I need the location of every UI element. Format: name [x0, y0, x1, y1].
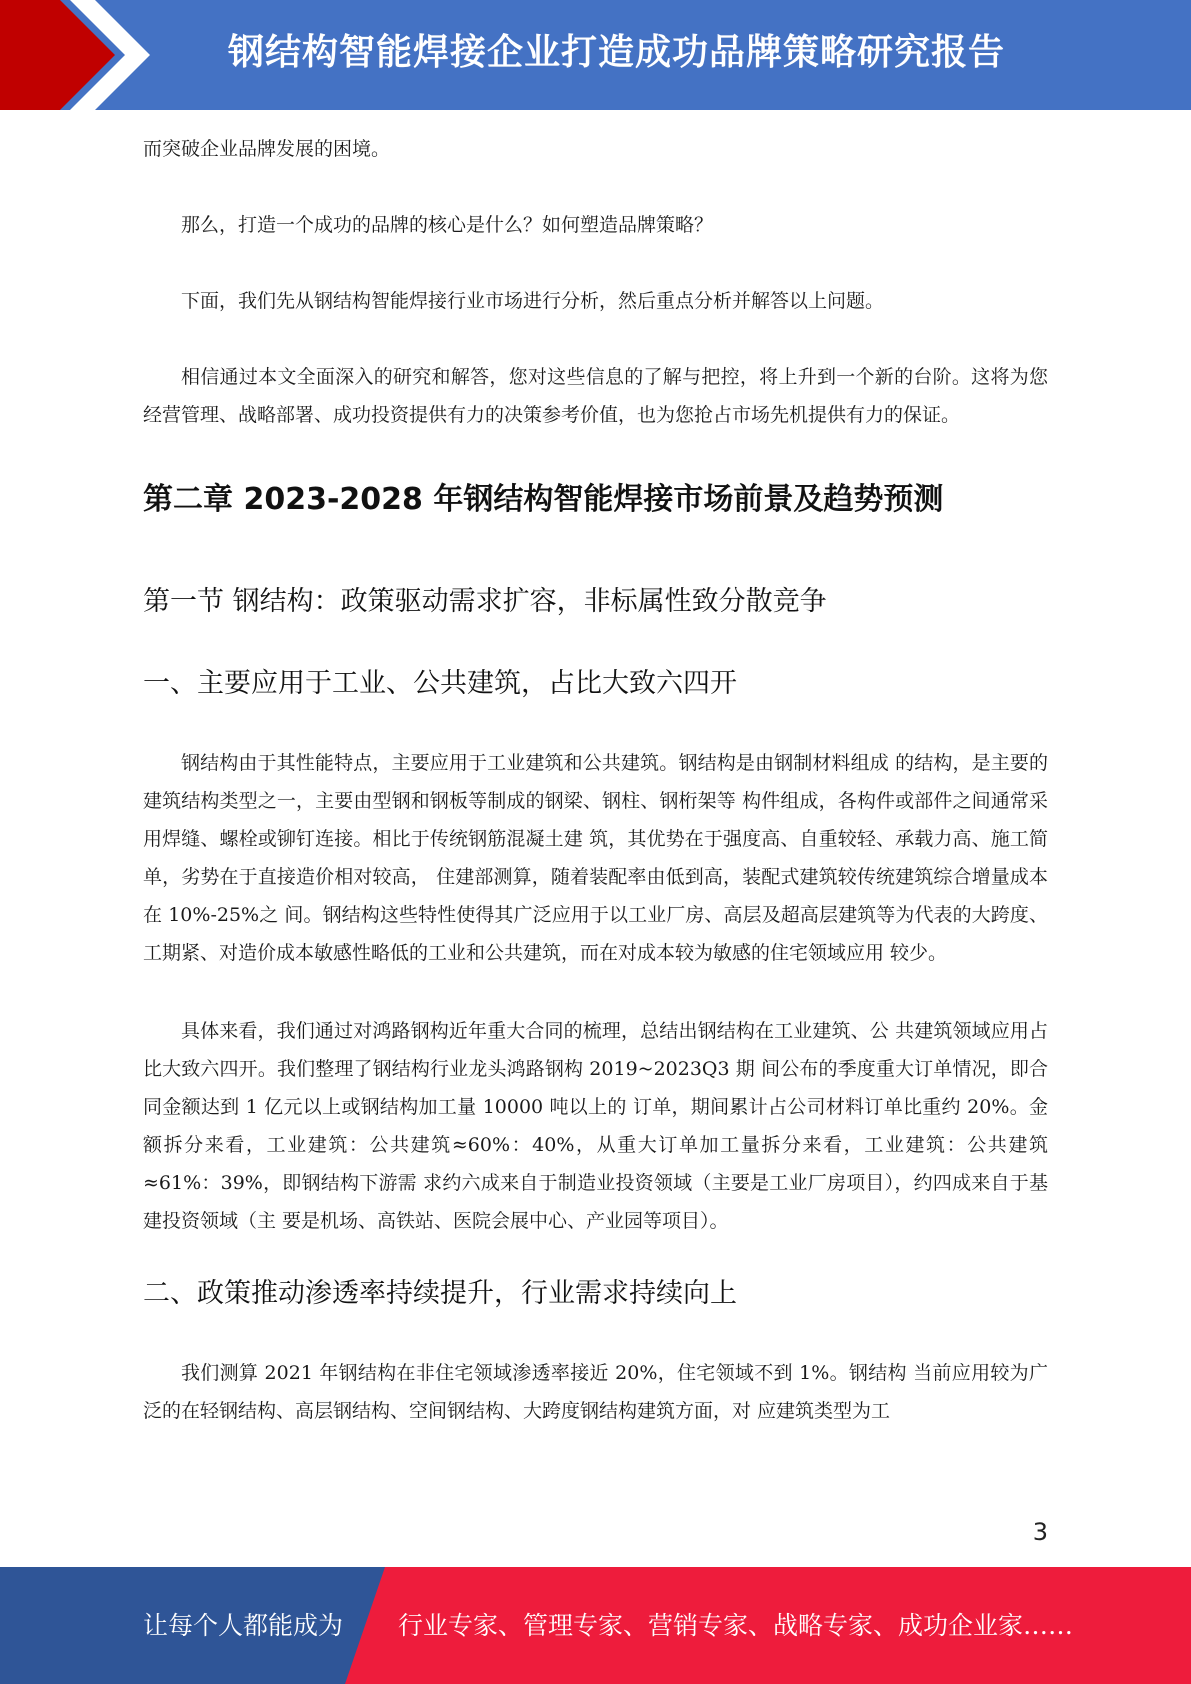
footer-slogan-right: 行业专家、管理专家、营销专家、战略专家、成功企业家……	[398, 1611, 1074, 1640]
paragraph: 而突破企业品牌发展的困境。	[143, 138, 391, 160]
paragraph: 相信通过本文全面深入的研究和解答，您对这些信息的了解与把控，将上升到一个新的台阶。这将为您经营管理、战略部署、成功投资提供有力的决策参考价值，也为您抢占市场先机提供有力的保证。	[143, 366, 1048, 426]
document-body	[143, 130, 1048, 1430]
page-header	[0, 0, 1191, 110]
header-arrow-decoration	[0, 0, 160, 110]
page-number: 3	[1032, 1518, 1048, 1546]
section-title: 第一节 钢结构：政策驱动需求扩容，非标属性致分散竞争	[143, 586, 827, 617]
paragraph: 具体来看，我们通过对鸿路钢构近年重大合同的梳理，总结出钢结构在工业建筑、公 共建筑领域应用占比大致六四开。我们整理了钢结构行业龙头鸿路钢构 2019~2023Q3 期 间公布的季度重大订单情况，即合同金额达到 1 亿元以上或钢结构加工量 10000 吨以上的 订单，期间累计占公司材料订单比重约 20%。金额拆分来看，工业建筑：公共建筑≈60%：40%，从重大订单加工量拆分来看，工业建筑：公共建筑≈61%：39%，即钢结构下游需 求约六成来自于制造业投资领域（主要是工业厂房项目），约四成来自于基建投资领域（主 要是机场、高铁站、医院会展中心、产业园等项目）。	[143, 1020, 1048, 1232]
paragraph: 钢结构由于其性能特点，主要应用于工业建筑和公共建筑。钢结构是由钢制材料组成 的结构，是主要的建筑结构类型之一，主要由型钢和钢板等制成的钢梁、钢柱、钢桁架等 构件组成，各构件或部件之间通常采用焊缝、螺栓或铆钉连接。相比于传统钢筋混凝土建 筑，其优势在于强度高、自重较轻、承载力高、施工简单，劣势在于直接造价相对较高， 住建部测算，随着装配率由低到高，装配式建筑较传统建筑综合增量成本在 10%-25%之 间。钢结构这些特性使得其广泛应用于以工业厂房、高层及超高层建筑等为代表的大跨度、 工期紧、对造价成本敏感性略低的工业和公共建筑，而在对成本较为敏感的住宅领域应用 较少。	[143, 752, 1048, 964]
footer-slogan-left: 让每个人都能成为	[143, 1611, 344, 1640]
report-title: 钢结构智能焊接企业打造成功品牌策略研究报告	[228, 32, 1006, 73]
paragraph: 我们测算 2021 年钢结构在非住宅领域渗透率接近 20%，住宅领域不到 1%。钢结构 当前应用较为广泛的在轻钢结构、高层钢结构、空间钢结构、大跨度钢结构建筑方面，对 应建筑类型为工	[143, 1362, 1048, 1422]
subsection-title: 一、主要应用于工业、公共建筑，占比大致六四开	[143, 668, 737, 699]
page-footer	[0, 1567, 1191, 1684]
subsection-title: 二、政策推动渗透率持续提升，行业需求持续向上	[143, 1278, 737, 1309]
chapter-title: 第二章 2023-2028 年钢结构智能焊接市场前景及趋势预测	[143, 482, 944, 517]
paragraph: 那么，打造一个成功的品牌的核心是什么？如何塑造品牌策略？	[181, 214, 714, 236]
paragraph: 下面，我们先从钢结构智能焊接行业市场进行分析，然后重点分析并解答以上问题。	[181, 290, 885, 312]
